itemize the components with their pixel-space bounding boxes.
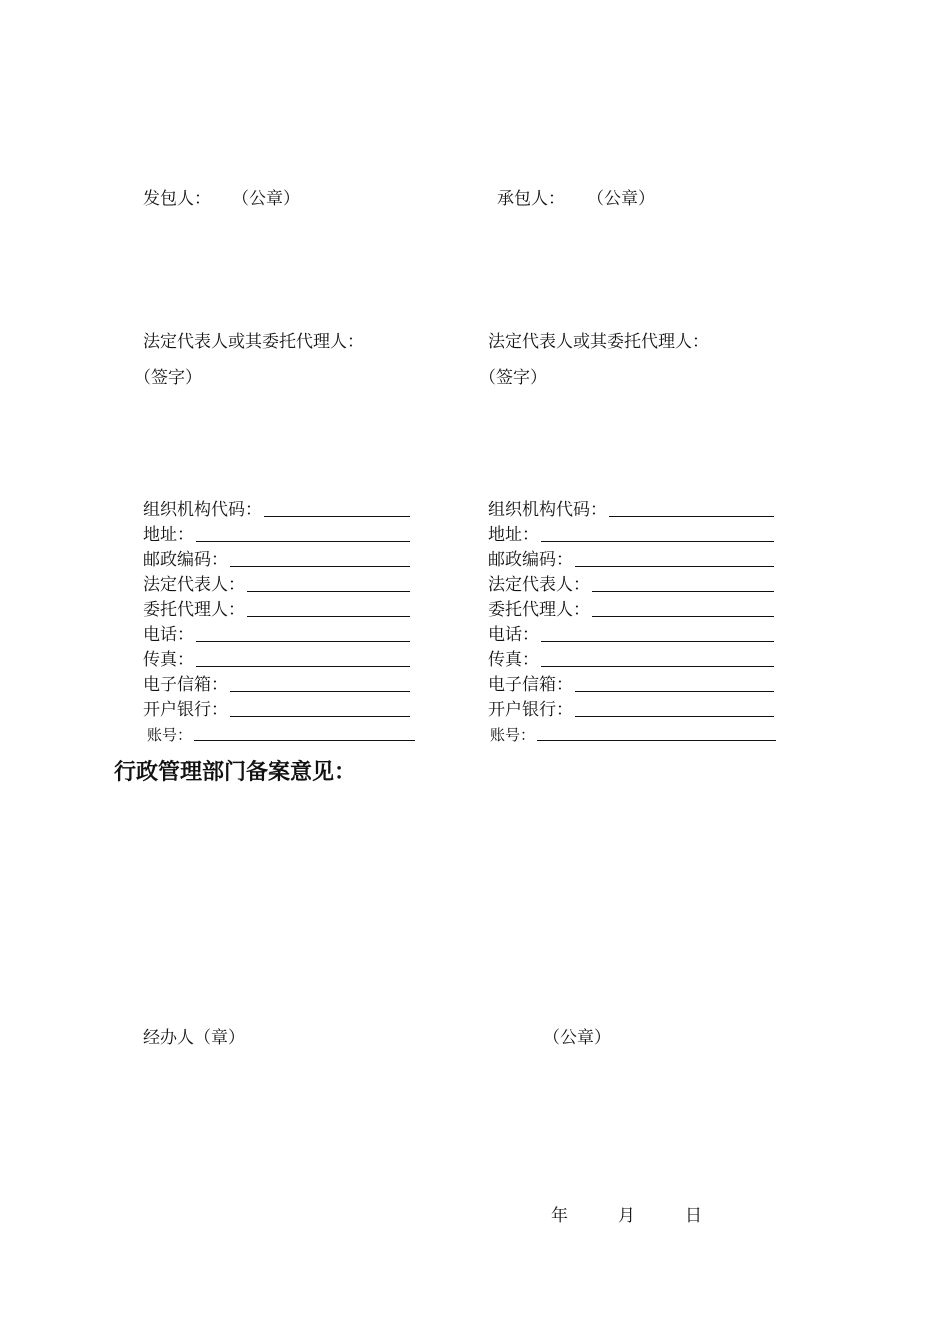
fill-line[interactable] <box>541 541 774 542</box>
field-label: 地址： <box>143 525 194 545</box>
left-field-fax[interactable] <box>143 652 410 669</box>
field-label: 账号： <box>147 726 193 744</box>
fill-line[interactable] <box>230 716 410 717</box>
handler-label: 经办人（章） <box>143 1028 245 1048</box>
fill-line[interactable] <box>609 516 774 517</box>
fill-line[interactable] <box>247 591 410 592</box>
fill-line[interactable] <box>537 740 776 741</box>
field-label: 传真： <box>488 650 539 670</box>
right-field-org-code[interactable] <box>488 502 774 519</box>
field-label: 委托代理人： <box>143 600 245 620</box>
contractor-seal: （公章） <box>587 189 655 209</box>
right-field-address[interactable] <box>488 527 774 544</box>
fill-line[interactable] <box>196 666 410 667</box>
right-field-fax[interactable] <box>488 652 774 669</box>
left-field-agent[interactable] <box>143 602 410 619</box>
right-field-bank[interactable] <box>488 702 774 719</box>
field-label: 账号： <box>490 726 536 744</box>
field-label: 法定代表人： <box>488 575 590 595</box>
filing-heading: 行政管理部门备案意见： <box>114 760 357 785</box>
field-label: 电话： <box>488 625 539 645</box>
left-field-email[interactable] <box>143 677 410 694</box>
date-year-label: 年 <box>551 1206 568 1226</box>
right-field-email[interactable] <box>488 677 774 694</box>
field-label: 邮政编码： <box>143 550 228 570</box>
left-field-org-code[interactable] <box>143 502 410 519</box>
left-field-address[interactable] <box>143 527 410 544</box>
fill-line[interactable] <box>575 566 774 567</box>
left-signature-label: （签字） <box>134 368 202 388</box>
left-field-legal-rep[interactable] <box>143 577 410 594</box>
left-field-account[interactable] <box>147 728 415 743</box>
fill-line[interactable] <box>575 691 774 692</box>
field-label: 地址： <box>488 525 539 545</box>
right-field-phone[interactable] <box>488 627 774 644</box>
fill-line[interactable] <box>541 641 774 642</box>
field-label: 电话： <box>143 625 194 645</box>
left-field-phone[interactable] <box>143 627 410 644</box>
field-label: 电子信箱： <box>488 675 573 695</box>
field-label: 委托代理人： <box>488 600 590 620</box>
field-label: 开户银行： <box>488 700 573 720</box>
field-label: 电子信箱： <box>143 675 228 695</box>
left-field-bank[interactable] <box>143 702 410 719</box>
fill-line[interactable] <box>196 641 410 642</box>
filing-seal-label: （公章） <box>543 1028 611 1048</box>
left-representative-label: 法定代表人或其委托代理人： <box>143 332 364 352</box>
employer-seal: （公章） <box>232 189 300 209</box>
field-label: 组织机构代码： <box>143 500 262 520</box>
field-label: 开户银行： <box>143 700 228 720</box>
employer-label: 发包人： <box>143 189 211 209</box>
fill-line[interactable] <box>264 516 410 517</box>
field-label: 传真： <box>143 650 194 670</box>
contractor-label: 承包人： <box>497 189 565 209</box>
fill-line[interactable] <box>230 566 410 567</box>
left-field-postcode[interactable] <box>143 552 410 569</box>
fill-line[interactable] <box>592 591 774 592</box>
fill-line[interactable] <box>247 616 410 617</box>
fill-line[interactable] <box>194 740 415 741</box>
fill-line[interactable] <box>541 666 774 667</box>
fill-line[interactable] <box>196 541 410 542</box>
right-field-account[interactable] <box>490 728 776 743</box>
right-field-agent[interactable] <box>488 602 774 619</box>
right-signature-label: （签字） <box>479 368 547 388</box>
date-day-label: 日 <box>685 1206 702 1226</box>
fill-line[interactable] <box>230 691 410 692</box>
fill-line[interactable] <box>592 616 774 617</box>
field-label: 组织机构代码： <box>488 500 607 520</box>
field-label: 邮政编码： <box>488 550 573 570</box>
field-label: 法定代表人： <box>143 575 245 595</box>
right-field-legal-rep[interactable] <box>488 577 774 594</box>
fill-line[interactable] <box>575 716 774 717</box>
date-month-label: 月 <box>618 1206 635 1226</box>
right-representative-label: 法定代表人或其委托代理人： <box>488 332 709 352</box>
right-field-postcode[interactable] <box>488 552 774 569</box>
